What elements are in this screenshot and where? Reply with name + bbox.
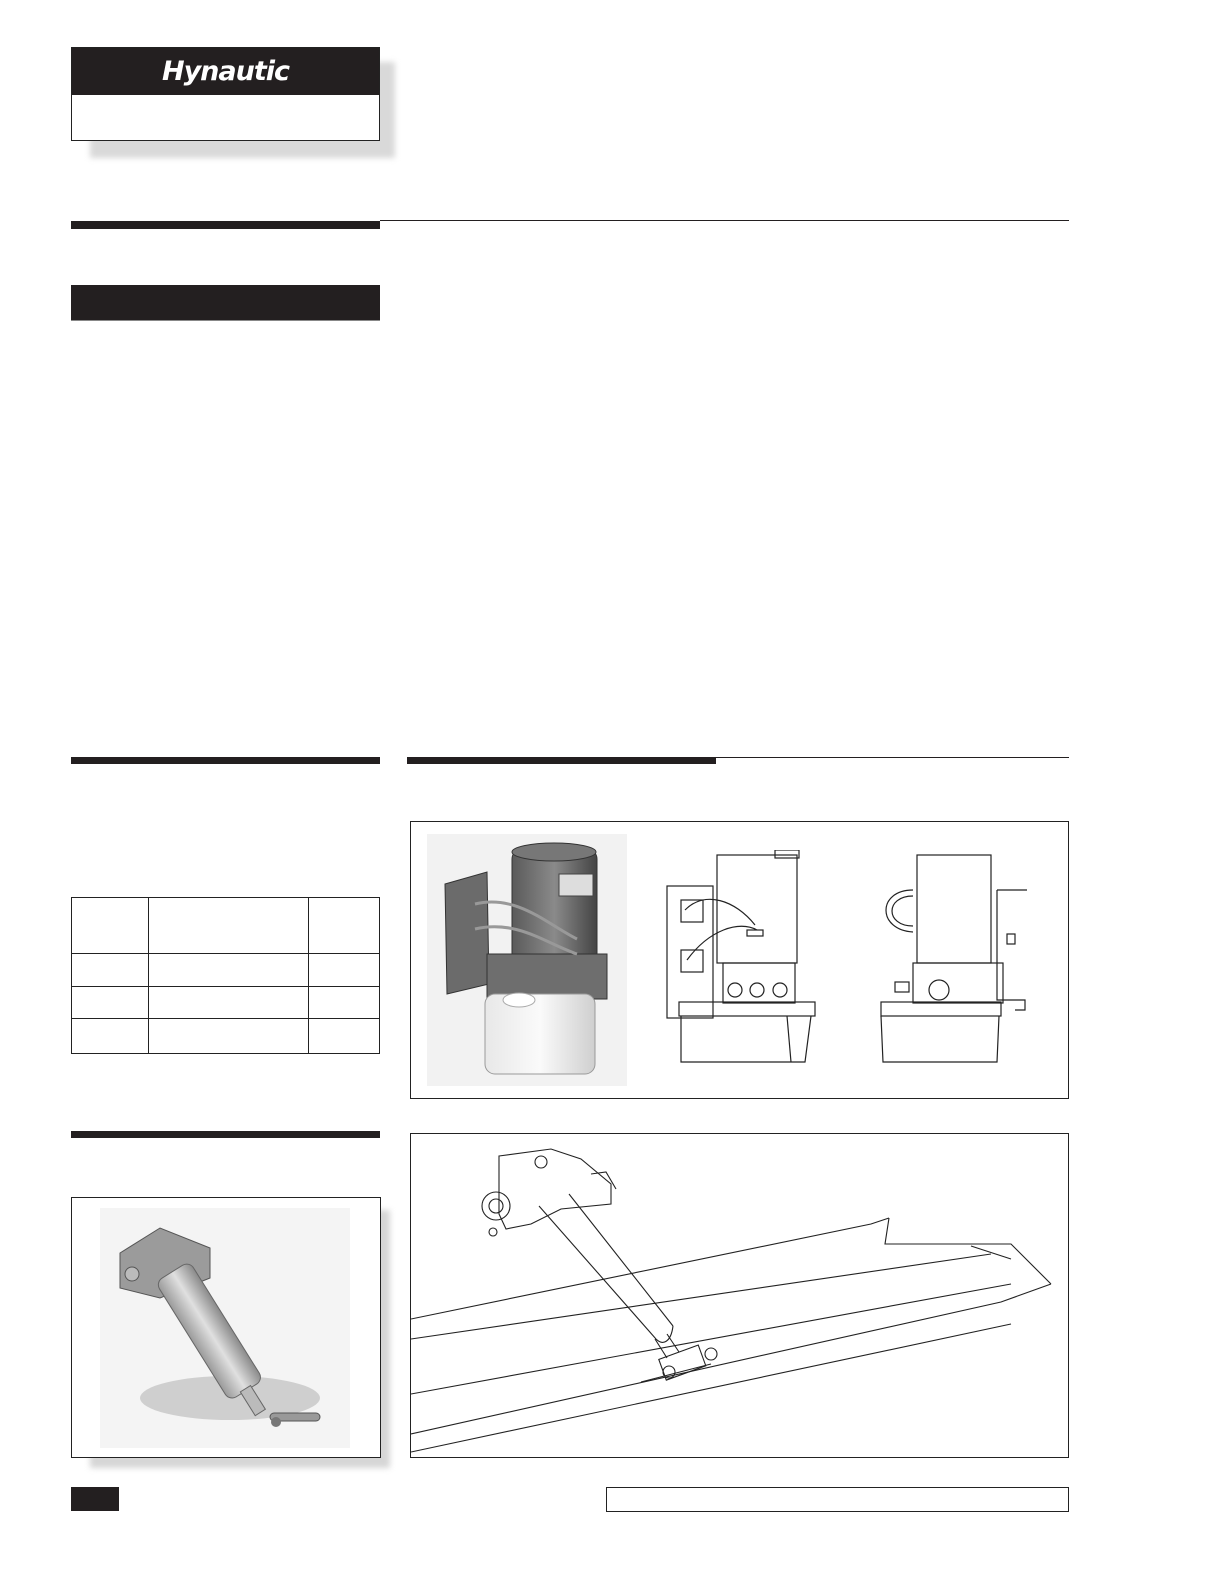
table-cell [72, 1019, 149, 1054]
logo-box [71, 47, 380, 141]
table-cell [309, 954, 380, 987]
left-lower-rule [71, 1131, 380, 1138]
section-rule-thin [380, 220, 1069, 221]
brand-logo: Hynautic [161, 56, 290, 87]
table-cell [149, 1019, 309, 1054]
side-view-drawing [875, 850, 1035, 1070]
footer-box [606, 1487, 1069, 1512]
page-number-tab [71, 1487, 119, 1511]
spec-table [71, 897, 380, 1054]
table-cell [309, 987, 380, 1019]
pump-photo [427, 834, 627, 1086]
left-column-rule [71, 757, 380, 764]
cylinder-install-drawing [411, 1134, 1068, 1457]
table-cell [309, 898, 380, 954]
table-cell [72, 987, 149, 1019]
table-cell [72, 898, 149, 954]
right-column-rule-thin [716, 757, 1069, 758]
section-rule-thick [71, 221, 380, 229]
table-cell [149, 987, 309, 1019]
install-figure-frame [410, 1133, 1069, 1458]
logo-band [72, 48, 379, 95]
table-cell [149, 898, 309, 954]
banner-underline [71, 320, 380, 321]
cylinder-photo-frame [71, 1197, 381, 1458]
table-cell [149, 954, 309, 987]
right-column-rule-thick [407, 757, 716, 764]
pump-figure-frame [410, 821, 1069, 1099]
table-cell [72, 954, 149, 987]
cylinder-photo [100, 1208, 350, 1448]
table-cell [309, 1019, 380, 1054]
front-view-drawing [665, 850, 817, 1070]
section-banner [71, 285, 380, 320]
